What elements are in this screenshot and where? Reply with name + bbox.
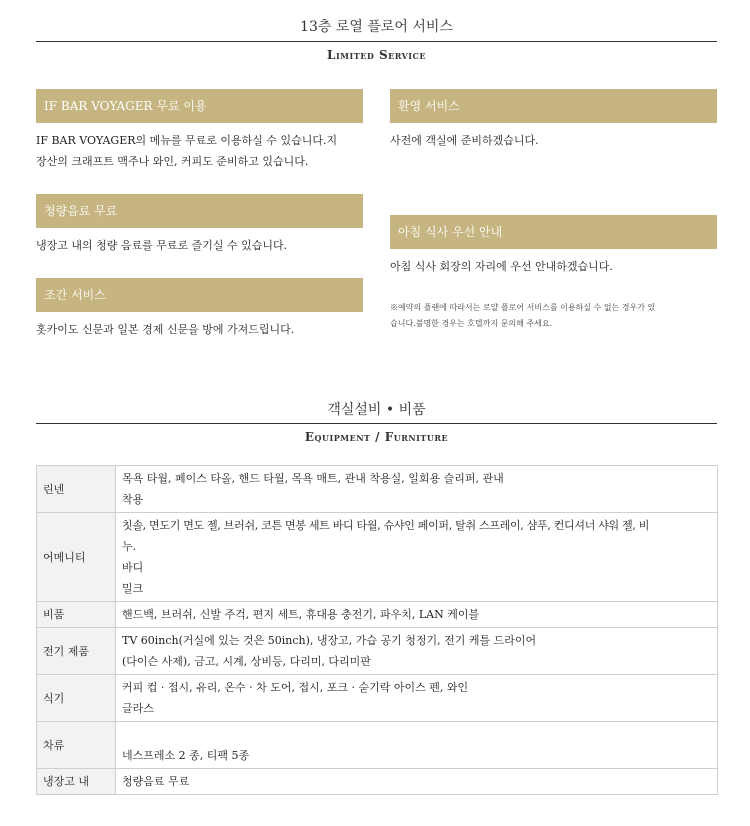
service-note (390, 300, 720, 332)
description-line: IF BAR VOYAGER의 메뉴를 무료로 이용하실 수 있습니다.지 (36, 134, 338, 147)
value-line: (다이슨 사제), 금고, 시계, 상비등, 다리미, 다리미판 (122, 655, 371, 668)
value-line: 청량음료 무료 (122, 775, 190, 788)
row-value (116, 602, 718, 628)
row-value (116, 628, 718, 675)
value-line: 목욕 타월, 페이스 타올, 핸드 타월, 목욕 매트, 관내 착용실, 일회용 슬리퍼, 관내 (122, 472, 504, 485)
table-row (37, 722, 718, 769)
note-line: 습니다.불명한 경우는 호텔까지 문의해 주세요. (390, 319, 553, 328)
service-description (36, 130, 366, 172)
value-line: 착용 (122, 493, 144, 506)
equipment-subtitle: Equipment / Furniture (304, 430, 449, 444)
service-heading-bar: 아침 식사 우선 안내 (390, 215, 717, 249)
service-heading-bar: 환영 서비스 (390, 89, 717, 123)
service-heading-bar: 청량음료 무료 (36, 194, 363, 228)
value-line: TV 60inch(거실에 있는 것은 50inch), 냉장고, 가습 공기 청정기, 전기 케틀 드라이어 (122, 634, 537, 647)
value-line: 바디 (122, 561, 144, 574)
row-value (116, 466, 718, 513)
table-row (37, 769, 718, 795)
equipment-title: 객실설비 • 비품 (327, 402, 426, 418)
row-value (116, 769, 718, 795)
description-line: 사전에 객실에 준비하겠습니다. (390, 134, 539, 147)
row-value (116, 513, 718, 602)
service-description (36, 319, 366, 340)
service-description (390, 256, 717, 277)
note-line: ※예약의 플랜에 따라서는 로얄 플로어 서비스를 이용하실 수 없는 경우가 있 (390, 303, 656, 312)
row-label: 린넨 (37, 466, 116, 513)
value-line: 밀크 (122, 582, 144, 595)
service-heading-bar: 조간 서비스 (36, 278, 363, 312)
value-line: 커피 컵 · 접시, 유리, 온수 · 차 도어, 접시, 포크 · 숟기락 아이스 펜, 와인 (122, 681, 469, 694)
service-heading-bar: IF BAR VOYAGER 무료 이용 (36, 89, 363, 123)
description-line: 장산의 크래프트 맥주나 와인, 커피도 준비하고 있습니다. (36, 155, 309, 168)
table-row (37, 628, 718, 675)
table-row (37, 602, 718, 628)
table-row (37, 513, 718, 602)
description-line: 아침 식사 회장의 자리에 우선 안내하겠습니다. (390, 260, 613, 273)
value-line: 누. (122, 540, 137, 553)
service-description (390, 130, 717, 151)
row-value (116, 675, 718, 722)
divider (36, 41, 717, 42)
divider (36, 423, 717, 424)
row-label: 식기 (37, 675, 116, 722)
table-row (37, 466, 718, 513)
row-label: 냉장고 내 (37, 769, 116, 795)
value-line: 네스프레소 2 종, 티팩 5종 (122, 749, 250, 762)
service-description (36, 235, 366, 256)
row-label: 전기 제품 (37, 628, 116, 675)
description-line: 냉장고 내의 청량 음료를 무료로 즐기실 수 있습니다. (36, 239, 288, 252)
limited-service-subtitle: Limited Service (327, 48, 426, 62)
table-row (37, 675, 718, 722)
row-label: 비품 (37, 602, 116, 628)
row-label: 어메니티 (37, 513, 116, 602)
description-line: 홋카이도 신문과 일본 경제 신문을 방에 가져드립니다. (36, 323, 295, 336)
equipment-table (36, 465, 718, 795)
row-label: 차류 (37, 722, 116, 769)
row-value (116, 722, 718, 769)
value-line: 핸드백, 브러쉬, 신발 주걱, 편지 세트, 휴대용 충전기, 파우치, LAN 케이블 (122, 608, 480, 621)
value-line: 글라스 (122, 702, 154, 715)
limited-service-title: 13층 로열 플로어 서비스 (300, 19, 453, 35)
value-line: 칫솔, 면도기 면도 젤, 브러쉬, 코튼 면봉 세트 바디 타월, 슈샤인 페이퍼, 탈취 스프레이, 샴푸, 컨디셔너 샤워 젤, 비 (122, 519, 650, 532)
